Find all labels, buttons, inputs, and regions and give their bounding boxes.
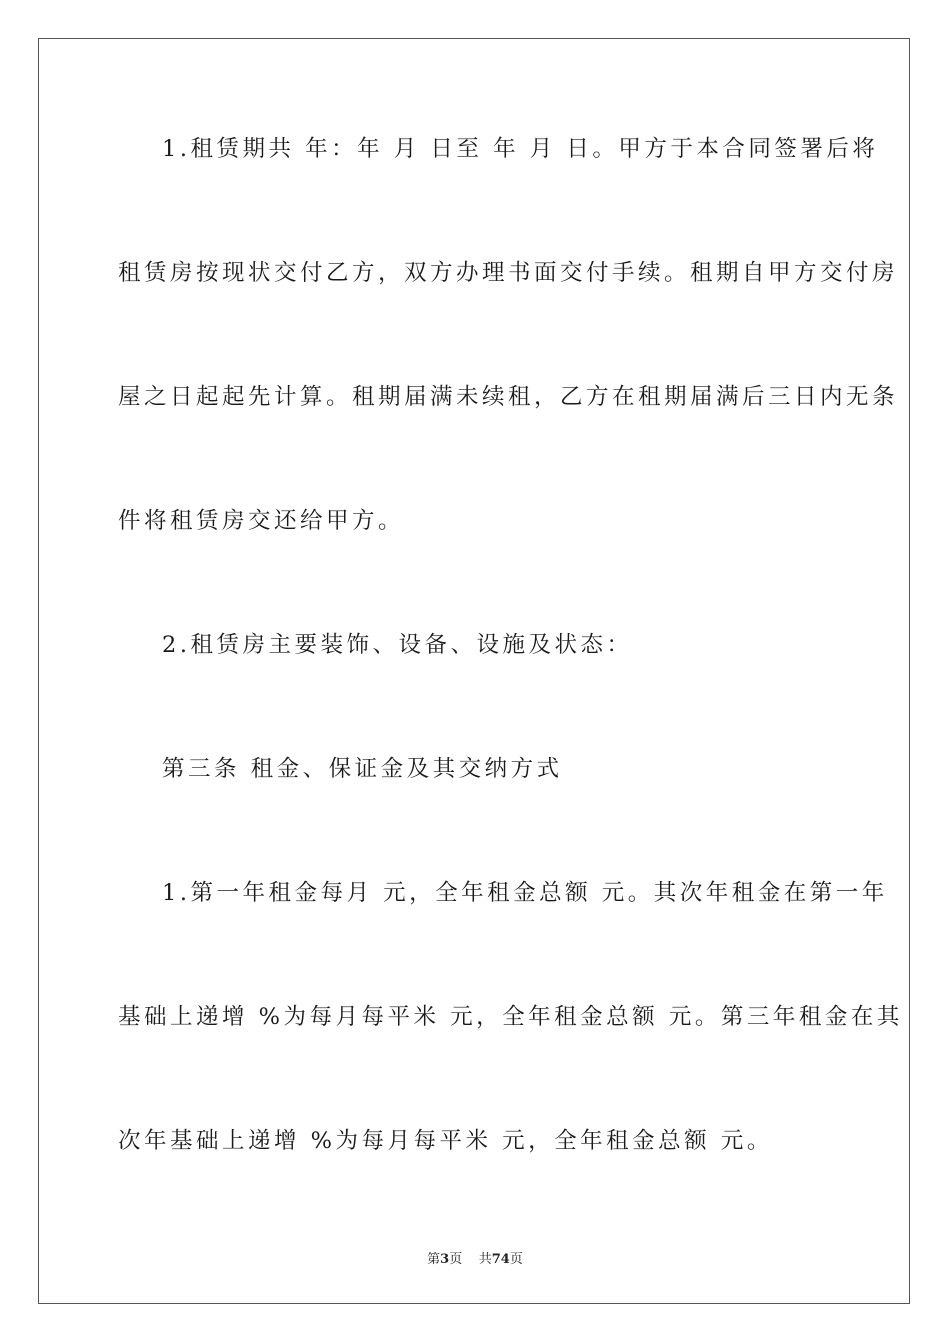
text-line: 租赁房按现状交付乙方，双方办理书面交付手续。租期自甲方交付房 — [118, 260, 899, 286]
page-prefix: 第 — [427, 1252, 441, 1267]
total-suffix: 页 — [509, 1252, 523, 1267]
section-heading: 第三条 租金、保证金及其交纳方式 — [162, 756, 563, 782]
total-prefix: 共 — [478, 1252, 492, 1267]
total-pages: 74 — [491, 1252, 510, 1267]
page-border — [38, 38, 910, 1304]
page-number: 3 — [440, 1252, 450, 1267]
text-line: 1.租赁期共 年：年 月 日至 年 月 日。甲方于本合同签署后将 — [162, 136, 879, 162]
page-footer — [0, 1248, 950, 1267]
text-line: 屋之日起起先计算。租期届满未续租，乙方在租期届满后三日内无条 — [118, 384, 899, 410]
page-suffix: 页 — [449, 1252, 463, 1267]
text-line: 2.租赁房主要装饰、设备、设施及状态： — [162, 632, 633, 658]
text-line: 1.第一年租金每月 元，全年租金总额 元。其次年租金在第一年 — [162, 880, 888, 906]
text-line: 次年基础上递增 %为每月每平米 元，全年租金总额 元。 — [118, 1128, 773, 1154]
text-line: 件将租赁房交还给甲方。 — [118, 508, 405, 534]
text-line: 基础上递增 %为每月每平米 元，全年租金总额 元。第三年租金在其 — [118, 1004, 903, 1030]
